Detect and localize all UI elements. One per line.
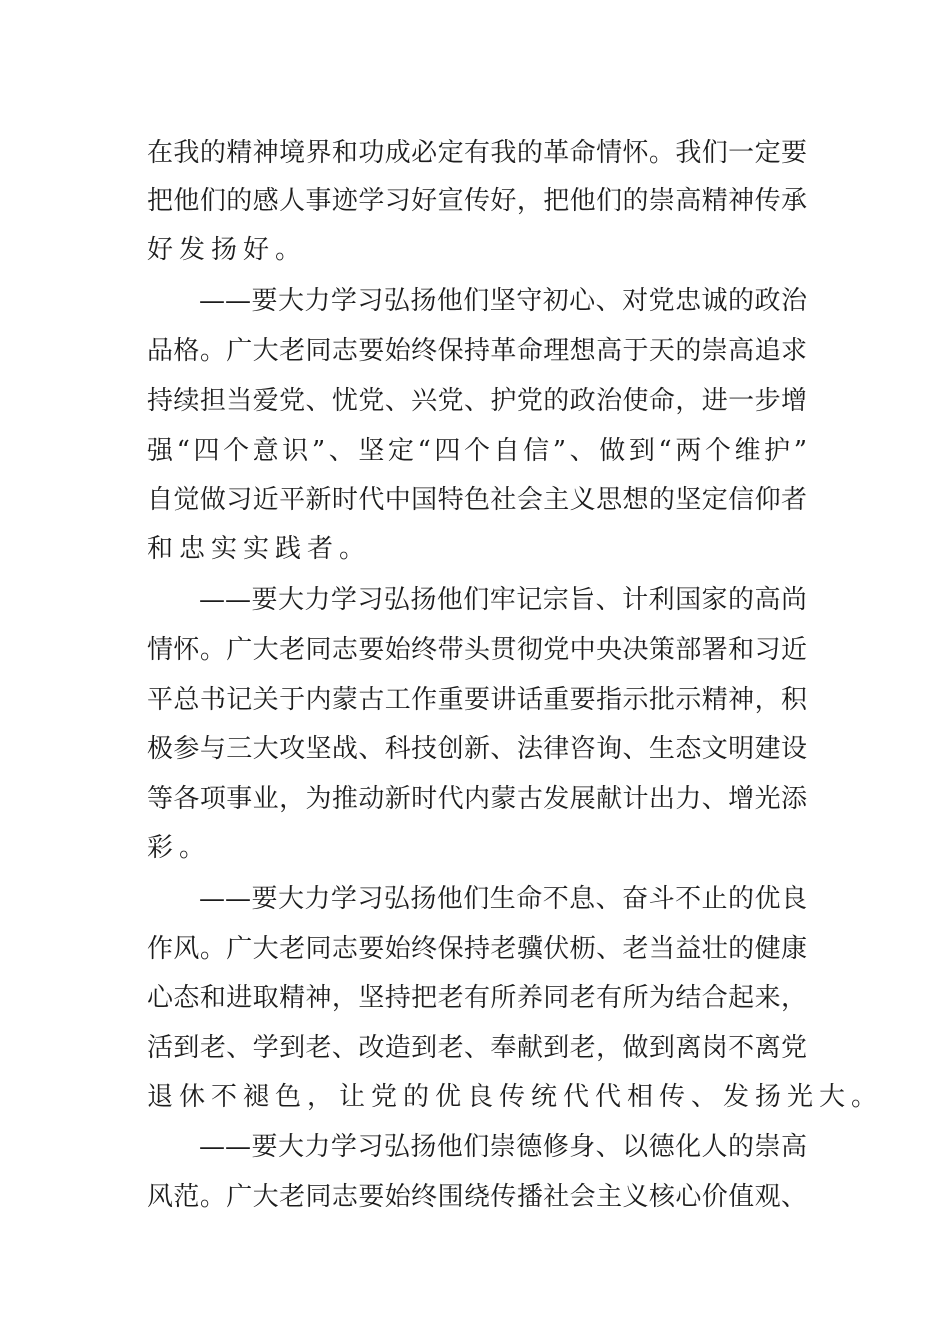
text-line: 情怀。广大老同志要始终带头贯彻党中央决策部署和习近 [147, 635, 807, 665]
text-line: 退休不褪色，让党的优良传统代代相传、发扬光大。 [147, 1082, 884, 1112]
text-line: 极参与三大攻坚战、科技创新、法律咨询、生态文明建设 [147, 734, 807, 764]
text-line: 品格。广大老同志要始终保持革命理想高于天的崇高追求 [147, 336, 807, 366]
text-line: 风范。广大老同志要始终围绕传播社会主义核心价值观、 [147, 1182, 807, 1212]
paragraph-first-line: ——要大力学习弘扬他们生命不息、奋斗不止的优良 [199, 884, 807, 914]
text-line: 自觉做习近平新时代中国特色社会主义思想的坚定信仰者 [147, 485, 807, 515]
text-line: 把他们的感人事迹学习好宣传好，把他们的崇高精神传承 [147, 186, 807, 216]
text-line: 活到老、学到老、改造到老、奉献到老，做到离岗不离党 [147, 1033, 807, 1063]
text-line: 等各项事业，为推动新时代内蒙古发展献计出力、增光添 [147, 784, 807, 814]
text-line: 持续担当爱党、忧党、兴党、护党的政治使命，进一步增 [147, 386, 807, 416]
paragraph-first-line: ——要大力学习弘扬他们坚守初心、对党忠诚的政治 [199, 286, 807, 316]
text-line: 和忠实实践者。 [147, 534, 372, 564]
text-line: 好发扬好。 [147, 235, 308, 265]
paragraph-first-line: ——要大力学习弘扬他们崇德修身、以德化人的崇高 [199, 1132, 807, 1162]
text-line: 在我的精神境界和功成必定有我的革命情怀。我们一定要 [147, 138, 807, 168]
text-line: 彩。 [147, 833, 212, 863]
text-line: 强“四个意识”、坚定“四个自信”、做到“两个维护” [147, 436, 807, 466]
paragraph-first-line: ——要大力学习弘扬他们牢记宗旨、计利国家的高尚 [199, 585, 807, 615]
text-line: 作风。广大老同志要始终保持老骥伏枥、老当益壮的健康 [147, 934, 807, 964]
text-line: 平总书记关于内蒙古工作重要讲话重要指示批示精神，积 [147, 685, 807, 715]
text-line: 心态和进取精神，坚持把老有所养同老有所为结合起来， [147, 983, 807, 1013]
